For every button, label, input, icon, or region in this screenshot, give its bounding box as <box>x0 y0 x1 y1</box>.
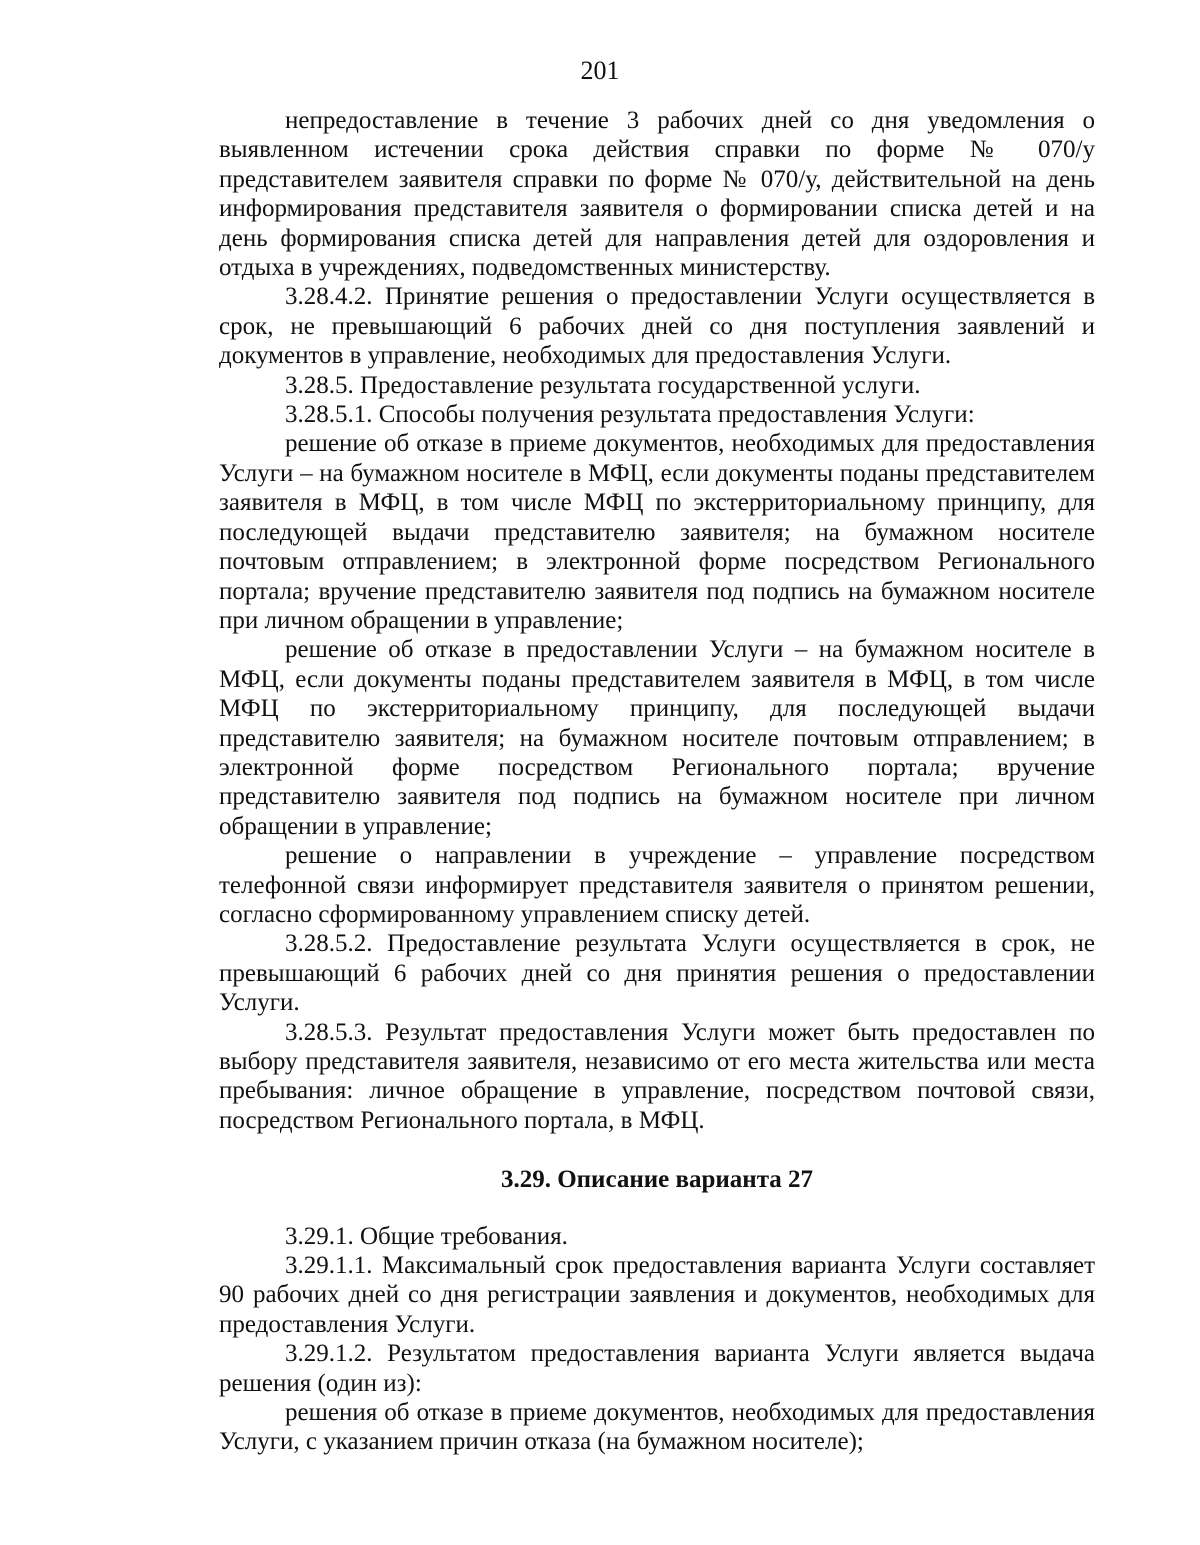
paragraph: 3.28.5.1. Способы получения результата предоставления Услуги: <box>285 401 975 429</box>
paragraph: непредоставление в течение 3 рабочих дней со дня уведомления о выявленном истечении срока действия справки по форме № 070/у представителем заявителя справки по форме № 070/у, действительной на день информирования представителя заявителя о формировании списка детей и на день формирования списка детей для направления детей для оздоровления и отдыха в учреждениях, подведомственных министерству. <box>219 107 1095 282</box>
paragraph: решение о направлении в учреждение – управление посредством телефонной связи информирует представителя заявителя о принятом решении, согласно сформированному управлением списку детей. <box>219 842 1095 928</box>
paragraph: 3.28.4.2. Принятие решения о предоставлении Услуги осуществляется в срок, не превышающий 6 рабочих дней со дня поступления заявлений и документов в управление, необходимых для предоставления Услуги. <box>219 283 1095 370</box>
paragraph: 3.28.5.3. Результат предоставления Услуги может быть предоставлен по выбору представителя заявителя, независимо от его места жительства или места пребывания: личное обращение в управление, посредством почтовой связи, посредством Регионального портала, в МФЦ. <box>219 1018 1095 1134</box>
paragraph: 3.29.1.1. Максимальный срок предоставления варианта Услуги составляет 90 рабочих дней со дня регистрации заявления и документов, необходимых для предоставления Услуги. <box>219 1252 1095 1338</box>
section-heading: 3.29. Описание варианта 27 <box>500 1166 814 1194</box>
paragraph: 3.28.5.2. Предоставление результата Услуги осуществляется в срок, не превышающий 6 рабочих дней со дня принятия решения о предоставлении Услуги. <box>219 930 1095 1017</box>
paragraph: решения об отказе в приеме документов, необходимых для предоставления Услуги, с указанием причин отказа (на бумажном носителе); <box>219 1399 1095 1456</box>
paragraph: 3.28.5. Предоставление результата государственной услуги. <box>285 371 921 399</box>
document-body <box>219 106 1095 1457</box>
paragraph: 3.29.1. Общие требования. <box>285 1222 568 1250</box>
page-number: 201 <box>580 56 620 85</box>
paragraph: 3.29.1.2. Результатом предоставления варианта Услуги является выдача решения (один из): <box>219 1340 1095 1397</box>
paragraph: решение об отказе в предоставлении Услуги – на бумажном носителе в МФЦ, если документы поданы представителем заявителя в МФЦ, в том числе МФЦ по экстерриториальному принципу, для последующей выдачи представителю заявителя; на бумажном носителе почтовым отправлением; в электронной форме посредством Регионального портала; вручение представителю заявителя под подпись на бумажном носителе при личном обращении в управление; <box>219 636 1095 840</box>
paragraph: решение об отказе в приеме документов, необходимых для предоставления Услуги – на бумажном носителе в МФЦ, если документы поданы представителем заявителя в МФЦ, в том числе МФЦ по экстерриториальному принципу, для последующей выдачи представителю заявителя; на бумажном носителе почтовым отправлением; в электронной форме посредством Регионального портала; вручение представителю заявителя под подпись на бумажном носителе при личном обращении в управление; <box>219 430 1095 634</box>
